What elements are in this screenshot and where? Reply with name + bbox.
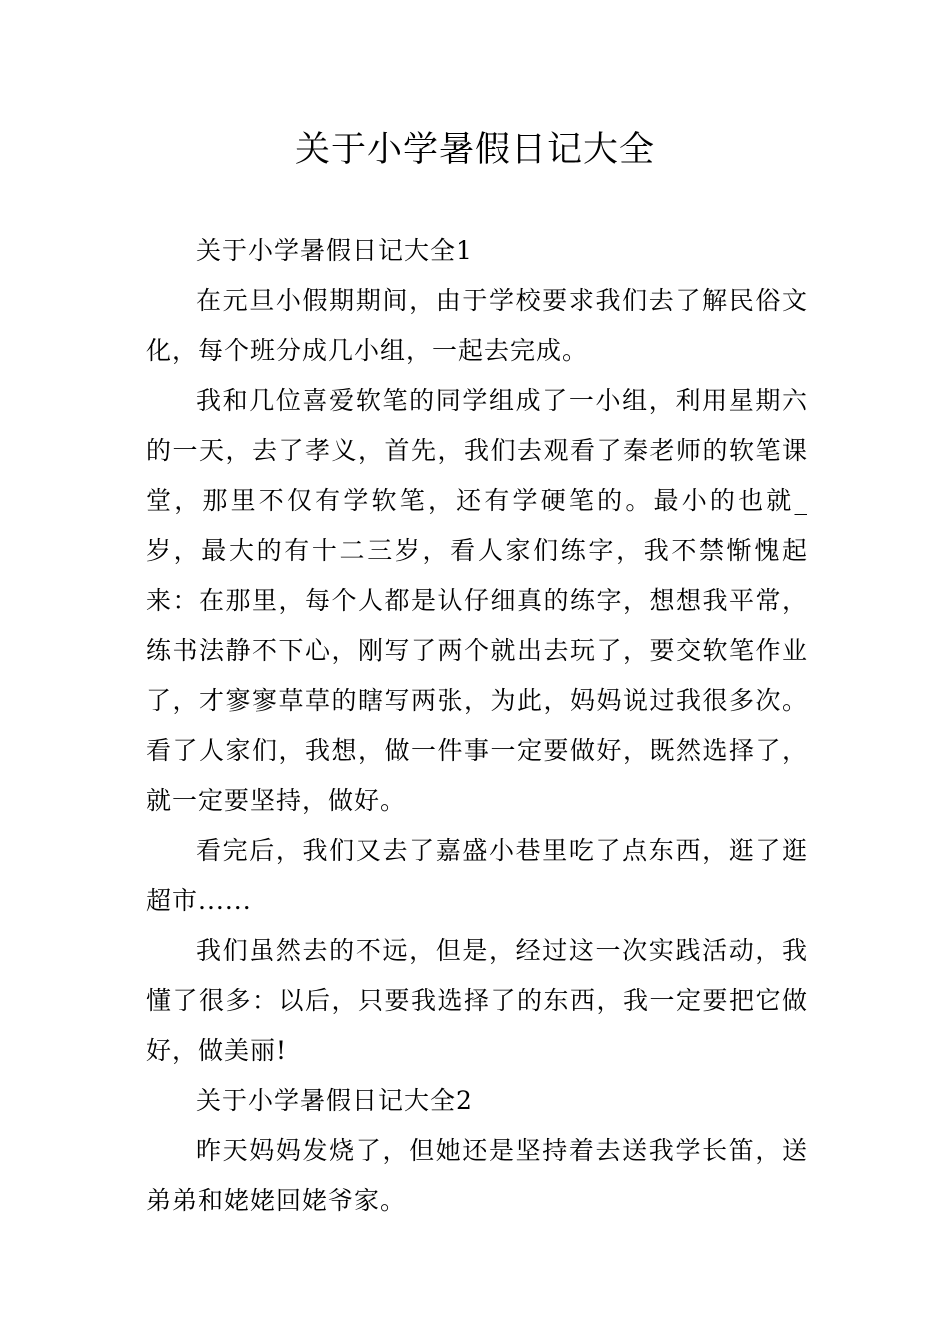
- section-heading-2: 关于小学暑假日记大全2: [196, 1086, 473, 1115]
- paragraph: 昨天妈妈发烧了，但她还是坚持着去送我学长笛，送弟弟和姥姥回姥爷家。: [146, 1136, 808, 1215]
- paragraph: 我和几位喜爱软笔的同学组成了一小组，利用星期六的一天，去了孝义，首先，我们去观看了秦老师的软笔课堂，那里不仅有学软笔，还有学硬笔的。最小的也就_岁，最大的有十二三岁，看人家们练字，我不禁惭愧起来：在那里，每个人都是认仔细真的练字，想想我平常，练书法静不下心，刚写了两个就出去玩了，要交软笔作业了，才寥寥草草的瞎写两张，为此，妈妈说过我很多次。看了人家们，我想，做一件事一定要做好，既然选择了，就一定要坚持，做好。: [146, 386, 808, 815]
- paragraph: 在元旦小假期期间，由于学校要求我们去了解民俗文化，每个班分成几小组，一起去完成。: [146, 286, 808, 365]
- paragraph: 我们虽然去的不远，但是，经过这一次实践活动，我懂了很多：以后，只要我选择了的东西，我一定要把它做好，做美丽!: [146, 936, 808, 1065]
- section-heading-1: 关于小学暑假日记大全1: [196, 236, 473, 265]
- document-body: [146, 226, 808, 1226]
- document-title: 关于小学暑假日记大全: [294, 130, 655, 170]
- paragraph: 看完后，我们又去了嘉盛小巷里吃了点东西，逛了逛超市......: [146, 836, 808, 915]
